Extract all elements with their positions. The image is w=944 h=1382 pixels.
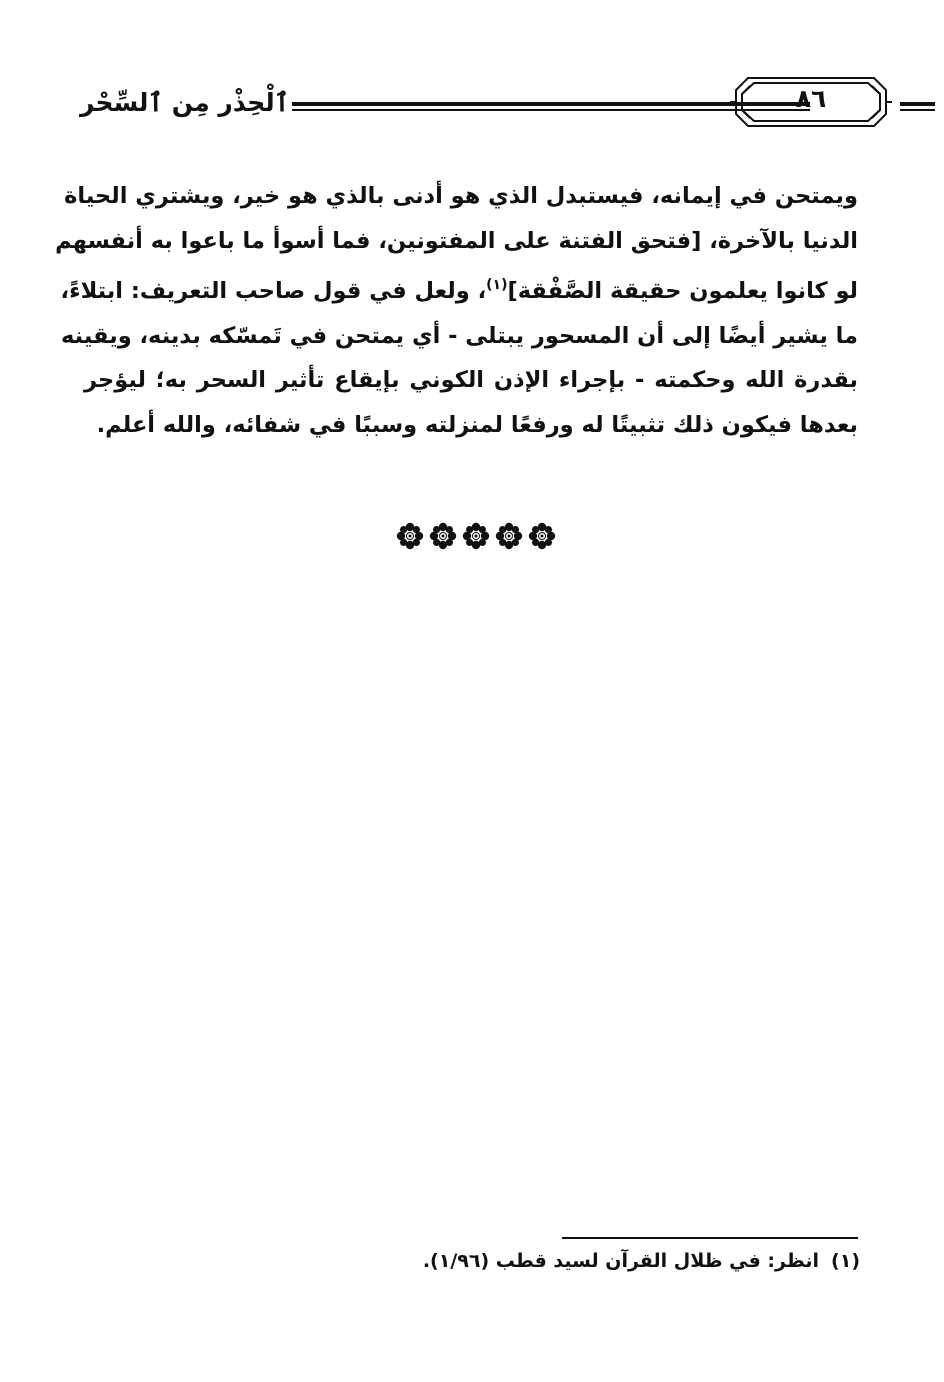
page-header xyxy=(80,78,858,138)
section-separator xyxy=(396,522,556,552)
body-line-part: لو كانوا يعلمون حقيقة الصَّفْقة] xyxy=(507,278,858,304)
footnote-separator-rule xyxy=(562,1237,858,1239)
star-flower-ornament-icon xyxy=(462,522,490,550)
running-title: ٱلْحِذْر مِن ٱلسِّحْر xyxy=(80,88,290,117)
footnote-reference[interactable]: (١) xyxy=(486,277,508,293)
body-line-part: ، ولعل في قول صاحب التعريف: ابتلاءً، xyxy=(60,278,487,304)
body-line: بعدها فيكون ذلك تثبيتًا له ورفعًا لمنزلته وسببًا في شفائه، والله أعلم. xyxy=(96,411,858,438)
body-paragraph xyxy=(55,174,858,447)
star-flower-ornament-icon xyxy=(429,522,457,550)
body-line: الدنيا بالآخرة، [فتحق الفتنة على المفتونين، فما أسوأ ما باعوا به أنفسهم xyxy=(55,227,858,254)
body-line-with-footnote xyxy=(60,263,858,314)
footnote xyxy=(423,1250,860,1272)
body-line: ما يشير أيضًا إلى أن المسحور يبتلى - أي يمتحن في تَمسّكه بدينه، ويقينه xyxy=(61,322,858,349)
star-flower-ornament-icon xyxy=(528,522,556,550)
body-line: ويمتحن في إيمانه، فيستبدل الذي هو أدنى بالذي هو خير، ويشتري الحياة xyxy=(64,183,858,209)
star-flower-ornament-icon xyxy=(396,522,424,550)
page-number: ٨٦ xyxy=(795,84,827,113)
footnote-text: انظر: في ظلال القرآن لسيد قطب (١/٩٦). xyxy=(422,1250,820,1272)
page-number-badge xyxy=(730,74,892,130)
body-line: بقدرة الله وحكمته - بإجراء الإذن الكوني بإيقاع تأثير السحر به؛ ليؤجر xyxy=(84,367,858,393)
star-flower-ornament-icon xyxy=(495,522,523,550)
footnote-marker: (١) xyxy=(831,1250,860,1272)
header-double-rule-right xyxy=(900,102,935,114)
